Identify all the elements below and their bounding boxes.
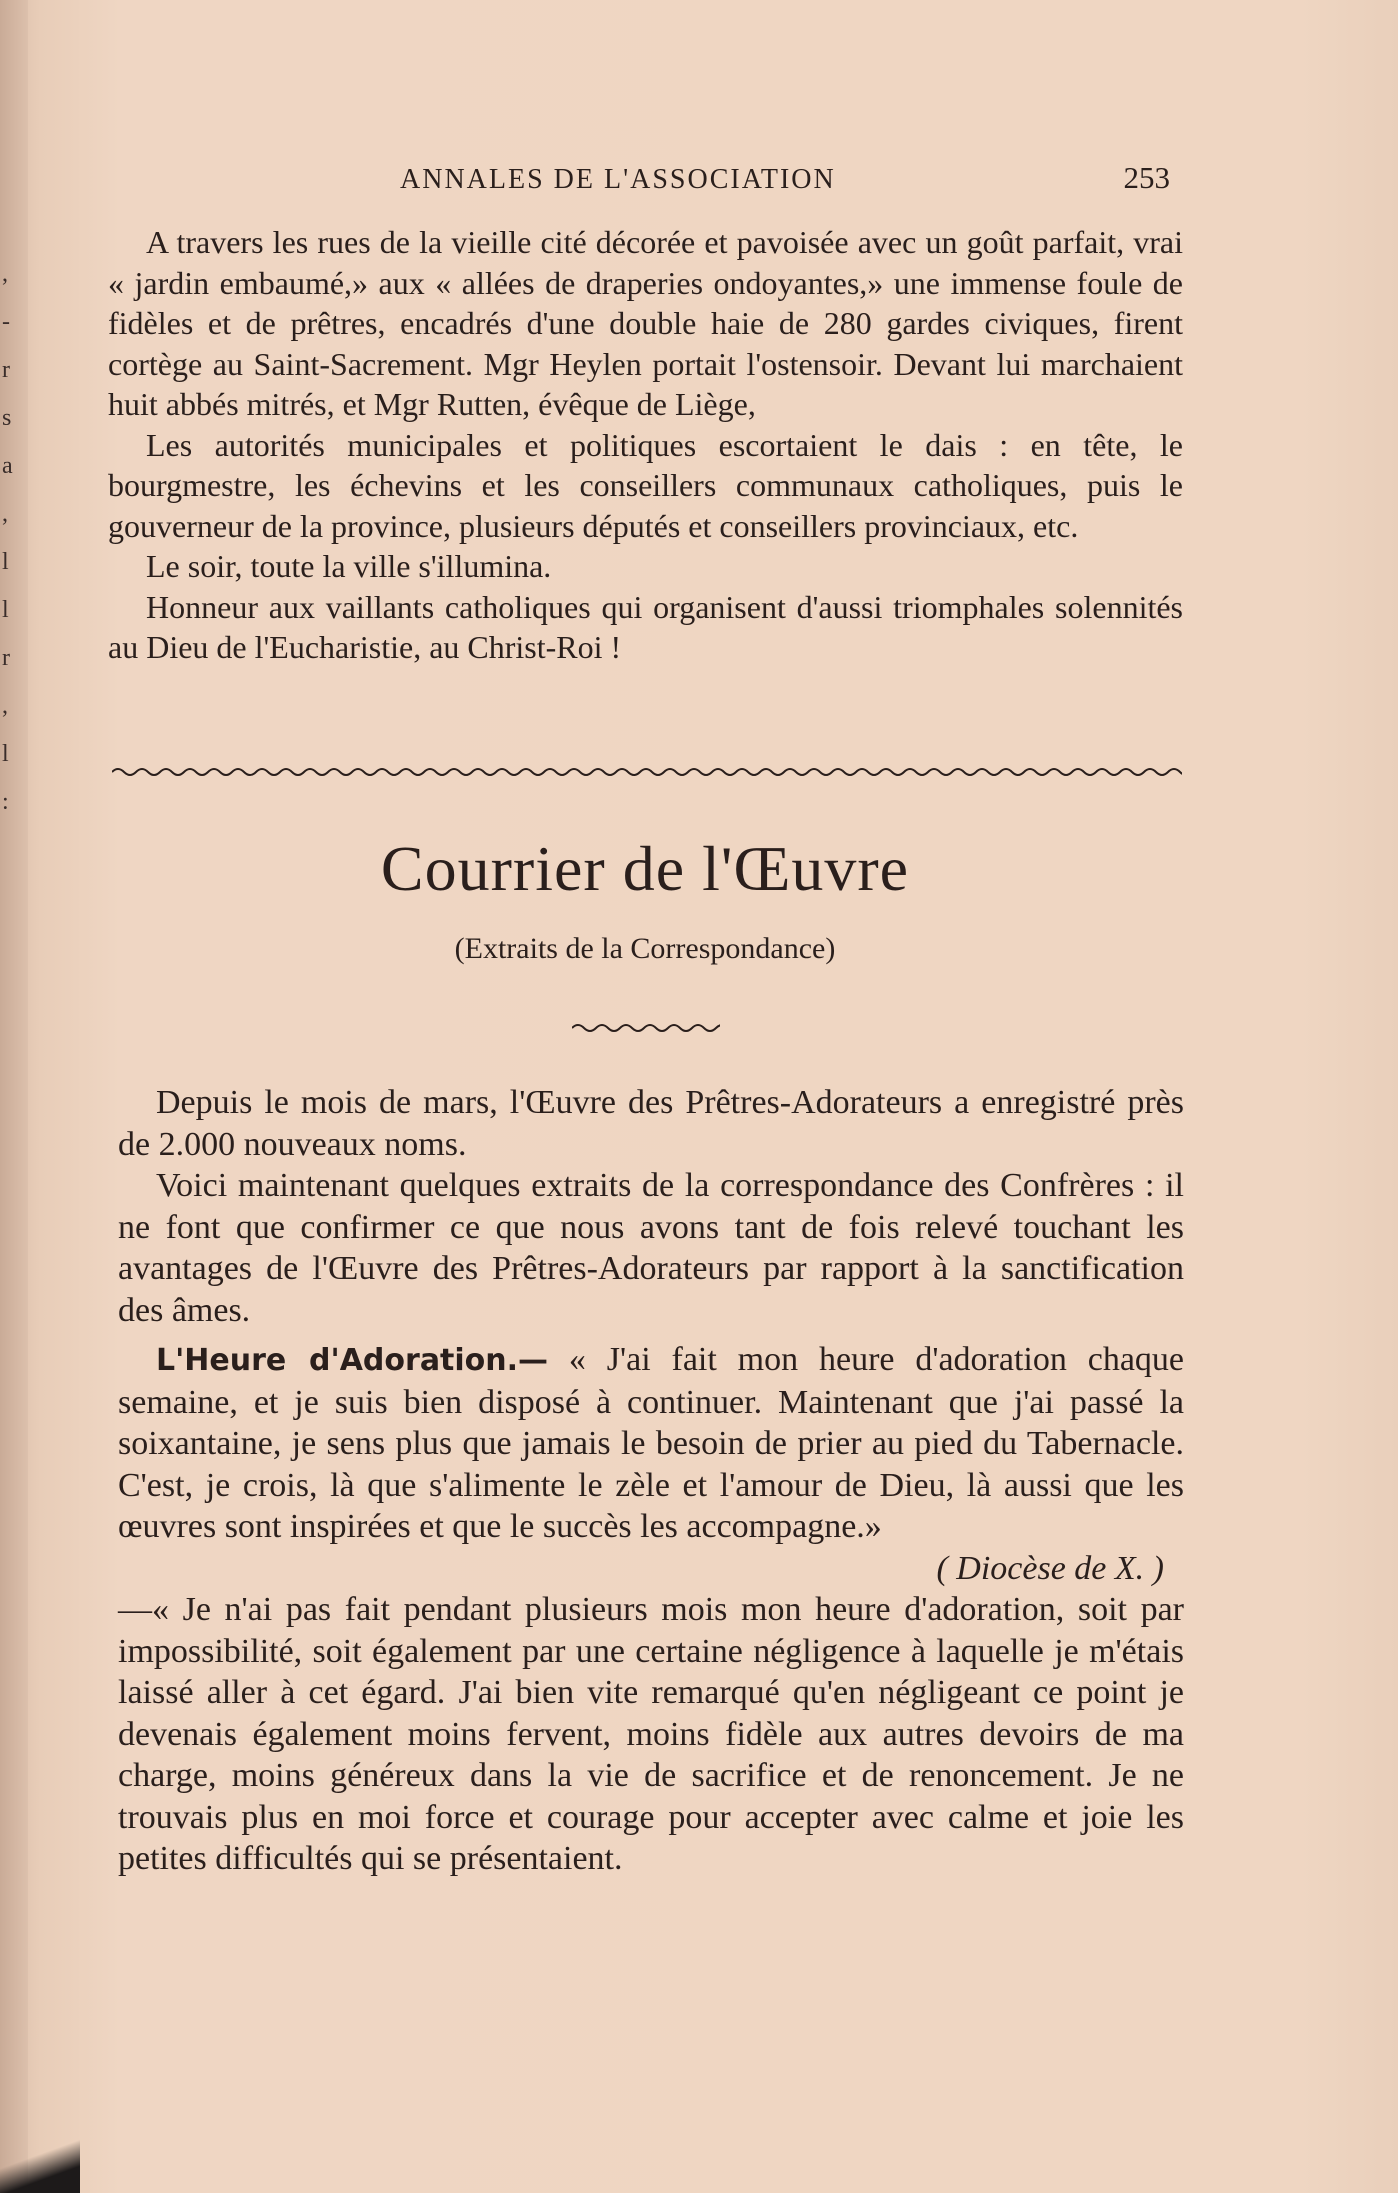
paragraph: Depuis le mois de mars, l'Œuvre des Prêtres-Adorateurs a enregistré près de 2.000 nouveaux noms. <box>118 1084 1184 1163</box>
margin-fragment: l <box>2 597 9 623</box>
margin-fragment: a <box>2 453 13 479</box>
margin-fragments <box>2 250 22 826</box>
paragraph: Honneur aux vaillants catholiques qui organisent d'aussi triomphales solennités au Dieu de l'Eucharistie, au Christ-Roi ! <box>108 588 1183 665</box>
heure-lead: L'Heure d'Adoration.— <box>156 1343 549 1378</box>
second-letter: —« Je n'ai pas fait pendant plusieurs mois mon heure d'adoration, soit par impossibilité, soit également par une certaine négligence à laquelle je m'étais laissé aller à cet égard. J'ai bien vite remarqué qu'en négligeant ce point je devenais également moins fervent, moins fidèle aux autres devoirs de ma charge, moins généreux dans la vie de sacrifice et de renoncement. Je ne trouvais plus en moi force et courage pour accepter avec calme et joie les petites difficultés qui se présentaient. <box>118 1591 1184 1877</box>
wavy-divider <box>112 764 1182 780</box>
paragraph: Le soir, toute la ville s'illumina. <box>146 548 552 584</box>
paragraph: Les autorités municipales et politiques escortaient le dais : en tête, le bourgmestre, les échevins et les conseillers communaux catholiques, puis le gouverneur de la province, plusieurs députés et conseillers provinciaux, etc. <box>108 426 1183 544</box>
section-subtitle: (Extraits de la Correspondance) <box>454 932 836 965</box>
section-body <box>118 1082 1184 1880</box>
margin-fragment: l <box>2 549 9 575</box>
page-number: 253 <box>1123 160 1170 195</box>
margin-fragment: r <box>2 645 10 671</box>
paragraph: Voici maintenant quelques extraits de la correspondance des Confrères : il ne font que confirmer ce que nous avons tant de fois relevé touchant les avantages de l'Œuvre des Prêtres-Adorateurs par rapport à la sanctification des âmes. <box>118 1167 1184 1329</box>
margin-fragment: , <box>2 501 8 527</box>
section-title: Courrier de l'Œuvre <box>380 833 910 904</box>
margin-fragment: s <box>2 405 12 431</box>
margin-fragment: , <box>2 693 8 719</box>
small-wavy-divider <box>572 1020 720 1036</box>
running-head: ANNALES DE L'ASSOCIATION <box>400 164 836 195</box>
paragraph: A travers les rues de la vieille cité décorée et pavoisée avec un goût parfait, vrai « jardin embaumé,» aux « allées de draperies ondoyantes,» une immense foule de fidèles et de prêtres, encadrés d'une double haie de 280 gardes civiques, firent cortège au Saint-Sacrement. Mgr Heylen portait l'ostensoir. Devant lui marchaient huit abbés mitrés, et Mgr Rutten, évêque de Liège, <box>108 224 1183 422</box>
page-header <box>110 160 1170 200</box>
attribution: ( Diocèse de X. ) <box>936 1549 1164 1587</box>
margin-fragment: l <box>2 741 9 767</box>
page-corner-shadow <box>0 2133 80 2193</box>
margin-fragment: , <box>2 261 8 287</box>
heure-paragraph <box>118 1339 1184 1548</box>
heure-text: « J'ai fait mon heure d'adoration chaque semaine, et je suis bien disposé à continuer. Maintenant que j'ai passé la soixantaine, je sens plus que jamais le besoin de prier au pied du Tabernacle. C'est, je crois, là que s'alimente le zèle et l'amour de Dieu, là aussi que les œuvres sont inspirées et que le succès les accompagne.» <box>118 1341 1184 1545</box>
top-section <box>108 222 1183 668</box>
margin-fragment: r <box>2 357 10 383</box>
margin-fragment: - <box>2 309 10 335</box>
margin-fragment: : <box>2 789 9 815</box>
